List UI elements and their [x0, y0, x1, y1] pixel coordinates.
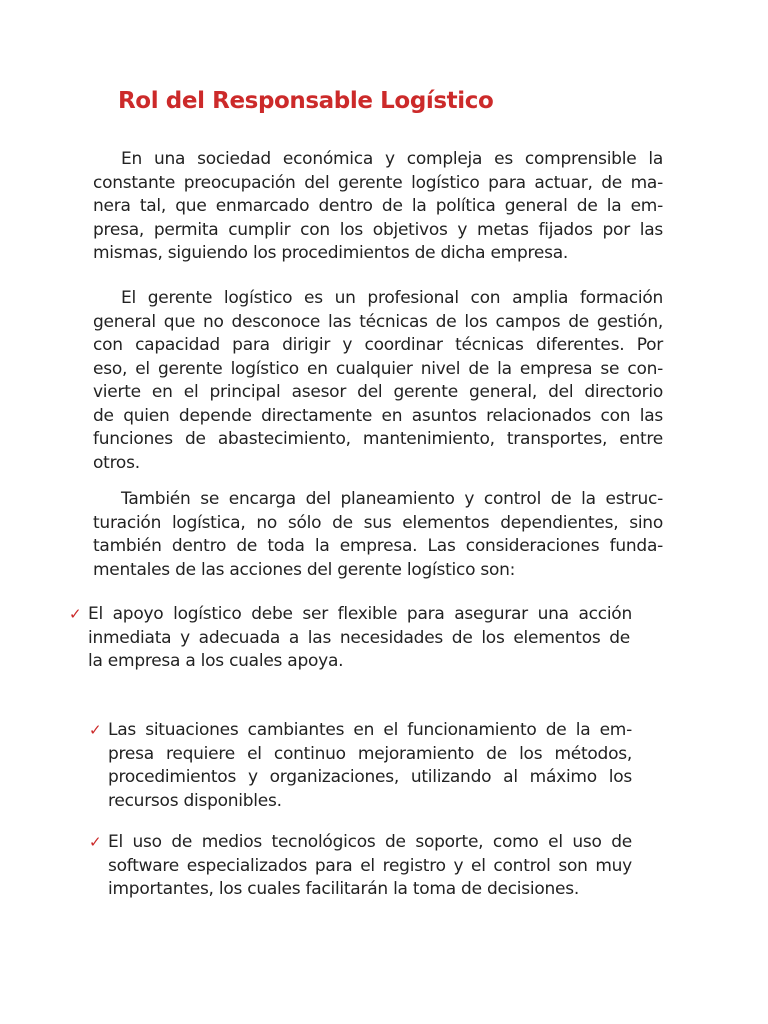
- paragraph-line: funciones de abastecimiento, mantenimiento, transportes, entre: [93, 429, 663, 449]
- paragraph-gerente: [93, 287, 663, 475]
- paragraph-line: mismas, siguiendo los procedimientos de dicha empresa.: [93, 243, 569, 263]
- bullet-line: importantes, los cuales facilitarán la toma de decisiones.: [108, 879, 580, 899]
- paragraph-line: mentales de las acciones del gerente logístico son:: [93, 559, 516, 580]
- paragraph-line: También se encarga del planeamiento y control de la estruc-: [121, 489, 663, 509]
- paragraph-line: eso, el gerente logístico en cualquier nivel de la empresa se con-: [93, 358, 663, 379]
- paragraph-planeamiento: [93, 488, 663, 582]
- bullet-line: El apoyo logístico debe ser flexible para asegurar una acción: [88, 604, 632, 624]
- paragraph-line: de quien depende directamente en asuntos relacionados con las: [93, 405, 663, 426]
- bullet-line: software especializados para el registro y el control son muy: [108, 855, 632, 876]
- bullet-line: la empresa a los cuales apoya.: [88, 651, 344, 671]
- check-icon: ✓: [69, 605, 82, 623]
- paragraph-line: vierte en el principal asesor del gerente general, del directorio: [93, 382, 663, 402]
- paragraph-line: nera tal, que enmarcado dentro de la política general de la em-: [93, 196, 663, 216]
- check-icon: ✓: [89, 833, 102, 851]
- bullet-line: inmediata y adecuada a las necesidades de los elementos de: [88, 627, 630, 648]
- page-title: Rol del Responsable Logístico: [118, 88, 494, 114]
- paragraph-line: con capacidad para dirigir y coordinar técnicas diferentes. Por: [93, 335, 663, 355]
- paragraph-line: En una sociedad económica y compleja es comprensible la: [121, 149, 663, 169]
- bullet-line: procedimientos y organizaciones, utilizando al máximo los: [108, 767, 632, 787]
- bullet-item-apoyo: [88, 603, 632, 674]
- paragraph-intro: [93, 148, 663, 266]
- bullet-line: El uso de medios tecnológicos de soporte, como el uso de: [108, 832, 632, 852]
- bullet-line: Las situaciones cambiantes en el funcionamiento de la em-: [108, 720, 632, 740]
- paragraph-line: turación logística, no sólo de sus elementos dependientes, sino: [93, 512, 663, 533]
- paragraph-line: también dentro de toda la empresa. Las consideraciones funda-: [93, 536, 663, 556]
- paragraph-line: presa, permita cumplir con los objetivos y metas fijados por las: [93, 219, 663, 240]
- check-icon: ✓: [89, 721, 102, 739]
- paragraph-line: otros.: [93, 452, 140, 473]
- paragraph-line: general que no desconoce las técnicas de los campos de gestión,: [93, 311, 663, 332]
- bullet-line: recursos disponibles.: [108, 790, 282, 811]
- paragraph-line: constante preocupación del gerente logístico para actuar, de ma-: [93, 172, 663, 193]
- bullet-item-tecnologia: [108, 831, 632, 902]
- bullet-line: presa requiere el continuo mejoramiento de los métodos,: [108, 743, 632, 764]
- paragraph-line: El gerente logístico es un profesional con amplia formación: [121, 288, 663, 308]
- bullet-item-situaciones: [108, 719, 632, 813]
